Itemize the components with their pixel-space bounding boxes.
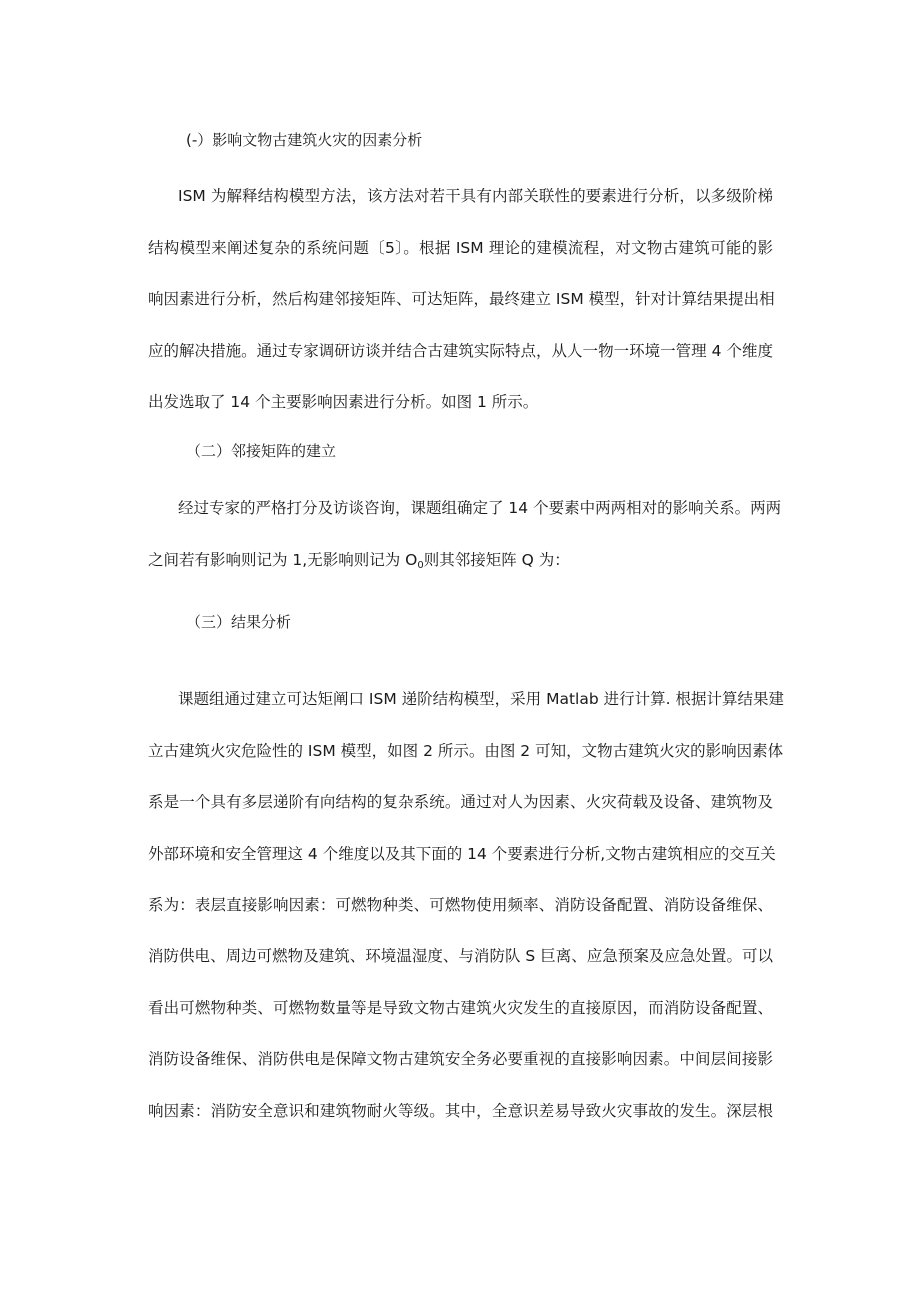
section-heading-result-analysis: （三）结果分析 (186, 613, 292, 631)
section-heading-adjacency-matrix: （二）邻接矩阵的建立 (186, 442, 337, 460)
paragraph-line: 消防设备维保、消防供电是保障文物古建筑安全务必要重视的直接影响因素。中间层间接影 (148, 1050, 773, 1068)
paragraph-line: 系是一个具有多层递阶有向结构的复杂系统。通过对人为因素、火灾荷载及设备、建筑物及 (148, 793, 773, 811)
paragraph-line: 应的解决措施。通过专家调研访谈并结合古建筑实际特点，从人一物一环境一管理 4 个维度 (148, 342, 773, 360)
paragraph-line-with-subscript (148, 550, 773, 576)
paragraph-line: 系为：表层直接影响因素：可燃物种类、可燃物使用频率、消防设备配置、消防设备维保、 (148, 896, 773, 914)
paragraph-line: 结构模型来阐述复杂的系统问题〔5〕。根据 ISM 理论的建模流程，对文物古建筑可能的影 (148, 239, 773, 257)
paragraph-line: 外部环境和安全管理这 4 个维度以及其下面的 14 个要素进行分析,文物古建筑相应的交互关 (148, 845, 776, 863)
paragraph-line: 看出可燃物种类、可燃物数量等是导致文物古建筑火灾发生的直接原因，而消防设备配置、 (148, 999, 773, 1017)
subscript-zero: 0 (417, 560, 424, 571)
paragraph-line: 出发选取了 14 个主要影响因素进行分析。如图 1 所示。 (148, 393, 539, 411)
paragraph-line: 立古建筑火灾危险性的 ISM 模型，如图 2 所示。由图 2 可知，文物古建筑火灾的影响因素体 (148, 742, 784, 760)
paragraph-line: 响因素进行分析，然后构建邻接矩阵、可达矩阵，最终建立 ISM 模型，针对计算结果提出相 (148, 290, 775, 308)
paragraph-line: 消防供电、周边可燃物及建筑、环境温湿度、与消防队 S 巨离、应急预案及应急处置。可以 (148, 947, 773, 965)
line-text-after: 则其邻接矩阵 Q 为： (423, 551, 570, 569)
paragraph-line: 响因素：消防安全意识和建筑物耐火等级。其中，全意识差易导致火灾事故的发生。深层根 (148, 1102, 773, 1120)
paragraph-line: 课题组通过建立可达矩阐口 ISM 递阶结构模型，采用 Matlab 进行计算. 根据计算结果建 (178, 690, 784, 708)
paragraph-line: 经过专家的严格打分及访谈咨询，课题组确定了 14 个要素中两两相对的影响关系。两两 (178, 499, 782, 517)
line-text-before: 之间若有影响则记为 1,无影响则记为 O (148, 551, 418, 569)
section-heading-factor-analysis: (-）影响文物古建筑火灾的因素分析 (186, 131, 423, 149)
paragraph-line: ISM 为解释结构模型方法，该方法对若干具有内部关联性的要素进行分析，以多级阶梯 (178, 187, 773, 205)
